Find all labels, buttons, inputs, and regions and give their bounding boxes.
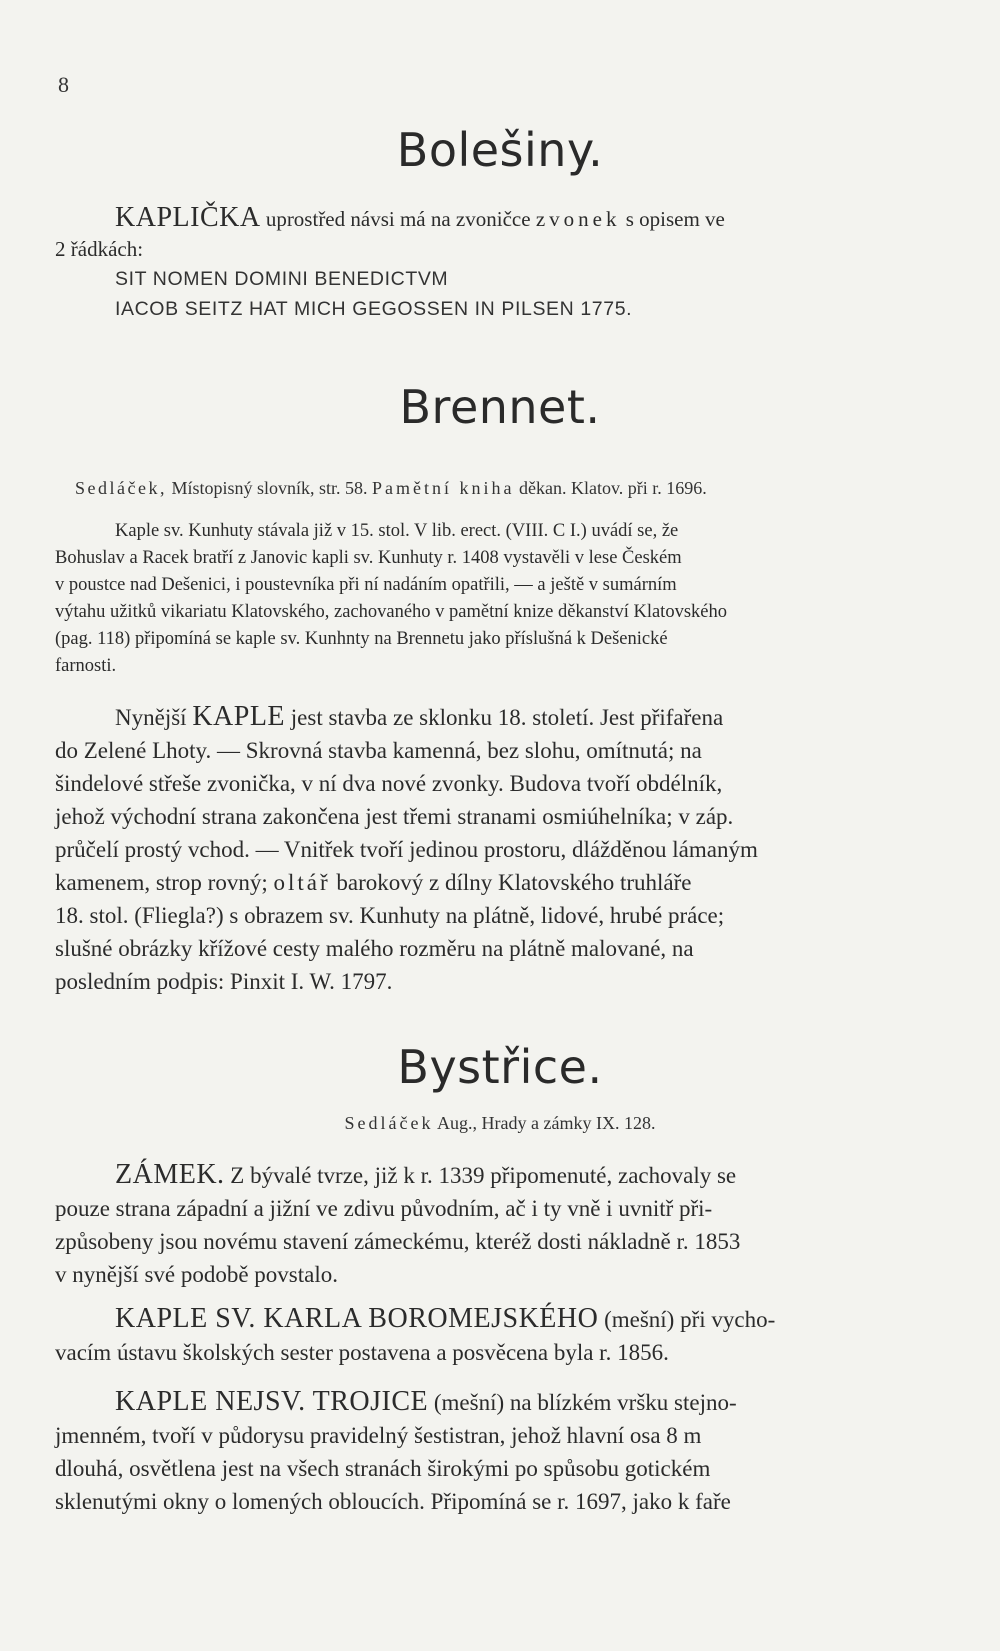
brennet-paragraph-1: [55, 518, 905, 680]
lead-word: KAPLIČKA: [115, 202, 261, 233]
spaced-word: oltář: [273, 870, 331, 895]
bolesiny-line-1: [55, 203, 900, 234]
text-line: vacím ústavu školských sester postavena a posvěcena byla r. 1856.: [55, 1340, 669, 1365]
section-heading-brennet: Brennet.: [399, 380, 601, 434]
text-line: jehož východní strana zakončena jest třemi stranami osmiúhelníka; v záp.: [55, 804, 734, 829]
text-line: sklenutými okny o lomených obloucích. Připomíná se r. 1697, jako k faře: [55, 1489, 731, 1514]
source-author: Sedláček: [344, 1113, 434, 1133]
brennet-source: [75, 478, 925, 499]
text-line: v poustce nad Dešenici, i poustevníka při ní nadáním opatřili, — a ještě v sumárním: [55, 575, 677, 595]
text-line: [55, 1302, 900, 1336]
text-run: Nynější: [115, 705, 187, 730]
text-line: v nynější své podobě povstalo.: [55, 1262, 338, 1287]
source-author: Sedláček,: [75, 478, 167, 498]
text-run: barokový z dílny Klatovského truhláře: [336, 870, 692, 895]
text-line: [55, 700, 900, 734]
brennet-paragraph-2: [55, 700, 900, 998]
text-run: jest stavba ze sklonku 18. století. Jest přifařena: [290, 705, 724, 730]
bell-inscription-1: SIT NOMEN DOMINI BENEDICTVM: [115, 268, 449, 290]
text-run: Z bývalé tvrze, již k r. 1339 připomenuté, zachovaly se: [230, 1163, 737, 1188]
bystrice-paragraph-kaple-karla: [55, 1302, 900, 1369]
lead-word: KAPLE NEJSV. TROJICE: [115, 1386, 429, 1417]
bolesiny-line-2: 2 řádkách:: [55, 237, 144, 261]
text-line: dlouhá, osvětlena jest na všech stranách širokými po spůsobu gotickém: [55, 1456, 711, 1481]
text-run: (mešní) na blízkém vršku stejno-: [433, 1390, 737, 1415]
lead-word: KAPLE SV. KARLA BOROMEJSKÉHO: [115, 1303, 599, 1334]
text-line: průčelí prostý vchod. — Vnitřek tvoří jedinou prostoru, dlážděnou lámaným: [55, 837, 758, 862]
text-line: šindelové střeše zvonička, v ní dva nové zvonky. Budova tvoří obdélník,: [55, 771, 723, 796]
text-line: posledním podpis: Pinxit I. W. 1797.: [55, 969, 393, 994]
spaced-word: zvonek: [535, 207, 621, 231]
bystrice-paragraph-zamek: [55, 1158, 900, 1291]
text-run: (mešní) při vycho-: [604, 1307, 776, 1332]
source-text: děkan. Klatov. při r. 1696.: [518, 478, 707, 498]
text-line: (pag. 118) připomíná se kaple sv. Kunhnty na Brennetu jako příslušná k Dešenické: [55, 629, 668, 649]
section-heading-bystrice: Bystřice.: [397, 1040, 603, 1094]
page-number: 8: [58, 72, 69, 97]
section-heading-bolesiny: Bolešiny.: [396, 123, 604, 177]
text-line: slušné obrázky křížové cesty malého rozměru na plátně malované, na: [55, 936, 694, 961]
text-run: uprostřed návsi má na zvoničce: [265, 207, 531, 231]
text-line: pouze strana západní a jižní ve zdivu původním, ač i ty vně i uvnitř při-: [55, 1196, 713, 1221]
source-text: Místopisný slovník, str. 58.: [171, 478, 368, 498]
text-line: 18. stol. (Fliegla?) s obrazem sv. Kunhuty na plátně, lidové, hrubé práce;: [55, 903, 725, 928]
text-run: kamenem, strop rovný;: [55, 870, 268, 895]
bolesiny-paragraph: [55, 203, 900, 324]
source-text: Aug., Hrady a zámky IX. 128.: [437, 1113, 656, 1133]
lead-word: KAPLE: [192, 701, 286, 732]
bystrice-source: [0, 1113, 1000, 1134]
source-title: Pamětní kniha: [372, 478, 515, 498]
text-line: Bohuslav a Racek bratří z Janovic kapli sv. Kunhuty r. 1408 vystavěli v lese Českém: [55, 548, 682, 568]
text-line: výtahu užitků vikariatu Klatovského, zachovaného v pamětní knize děkanství Klatovského: [55, 602, 727, 622]
text-line: farnosti.: [55, 656, 117, 676]
text-line: [55, 1385, 900, 1419]
bystrice-paragraph-kaple-trojice: [55, 1385, 900, 1518]
lead-word: ZÁMEK.: [115, 1159, 225, 1190]
text-line: Kaple sv. Kunhuty stávala již v 15. stol. V lib. erect. (VIII. C I.) uvádí se, že: [115, 521, 679, 541]
text-line: jmenném, tvoří v půdorysu pravidelný šestistran, jehož hlavní osa 8 m: [55, 1423, 702, 1448]
text-line: [55, 1158, 900, 1192]
text-line: [55, 866, 900, 899]
bell-inscription-2: IACOB SEITZ HAT MICH GEGOSSEN IN PILSEN 1775.: [115, 298, 633, 320]
text-line: do Zelené Lhoty. — Skrovná stavba kamenná, bez slohu, omítnutá; na: [55, 738, 702, 763]
text-run: s opisem ve: [625, 207, 725, 231]
text-line: způsobeny jsou novému stavení zámeckému, kteréž dosti nákladně r. 1853: [55, 1229, 741, 1254]
